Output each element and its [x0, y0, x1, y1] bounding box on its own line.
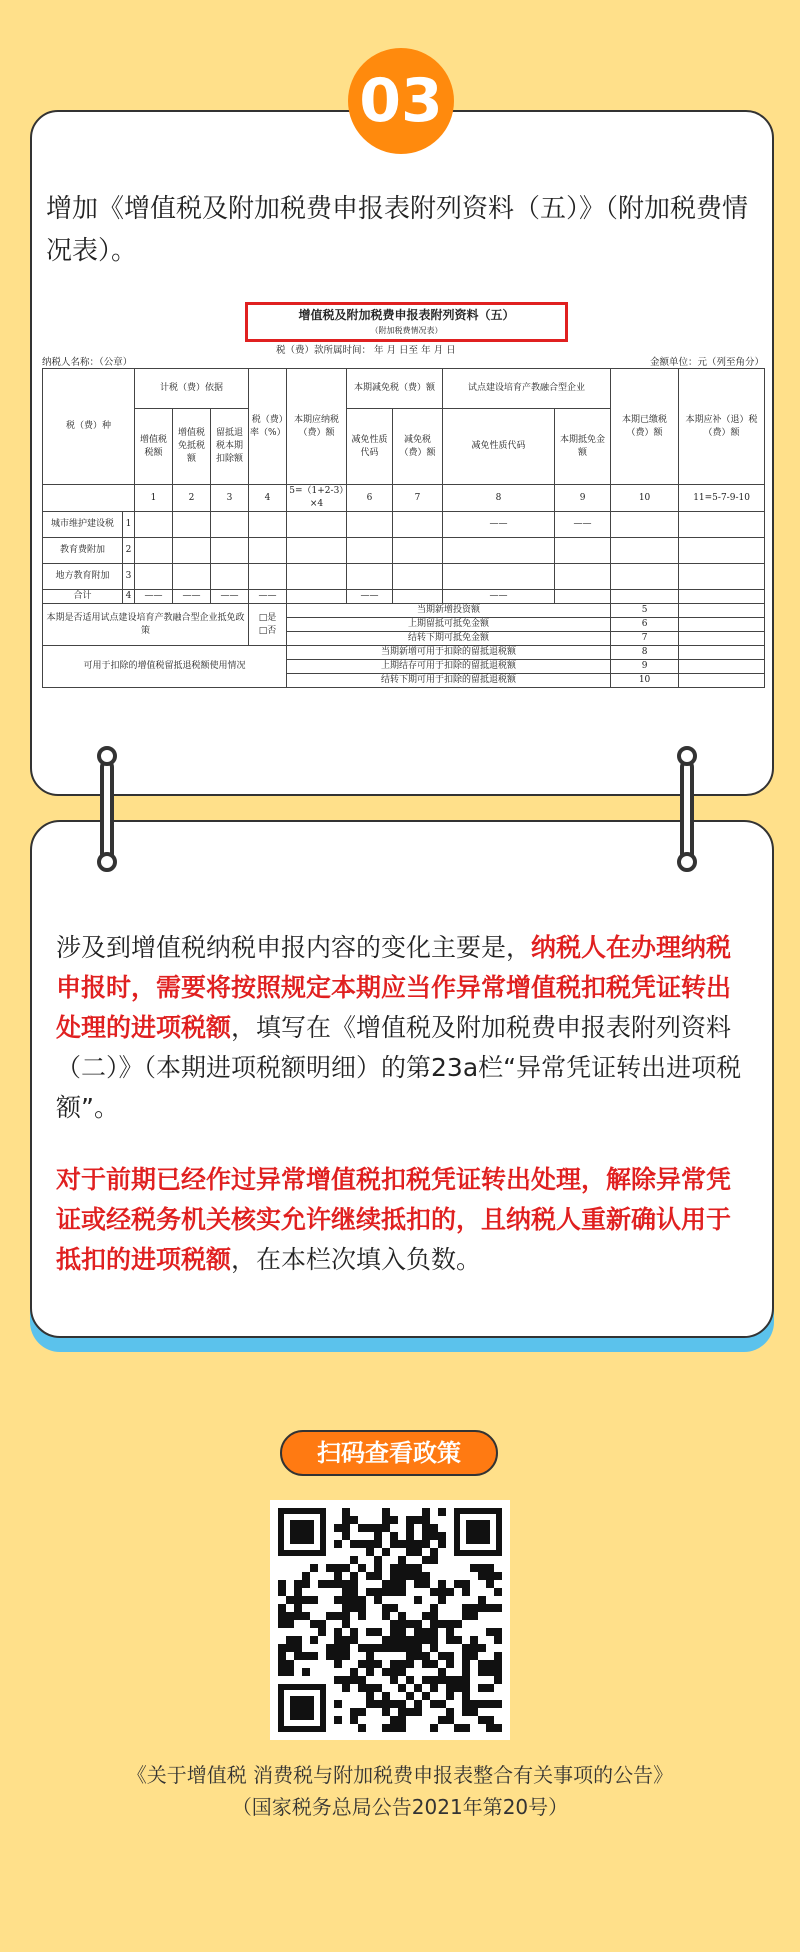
row-label: 城市维护建设税 — [43, 512, 123, 538]
ring-cap-right-bottom — [677, 852, 697, 872]
col-number: 6 — [347, 485, 393, 512]
pilot-item-number: 5 — [611, 604, 679, 618]
qr-code-graphic — [270, 1500, 510, 1740]
col-number: 4 — [249, 485, 287, 512]
intro-text: 增加《增值税及附加税费申报表附列资料（五）》（附加税费情况表）。 — [46, 194, 749, 266]
refund-item-label: 当期新增可用于扣除的留抵退税额 — [287, 646, 611, 660]
pilot-item-label: 当期新增投资额 — [287, 604, 611, 618]
hdr-paid: 本期已缴税（费）额 — [611, 369, 679, 485]
yes-checkbox: □是 — [258, 612, 277, 623]
scan-policy-label: 扫码查看政策 — [280, 1430, 498, 1476]
dash-cell: —— — [443, 590, 555, 604]
dash-cell: —— — [135, 590, 173, 604]
highlight-text: 对于前期已经作过异常增值税扣税凭证转出处理，解除异常凭证或经税务机关核实允许继续抵扣的，且纳税人重新确认用于抵扣的进项税额 — [56, 1165, 732, 1274]
hdr-tax-type: 税（费）种 — [43, 369, 135, 485]
form-subtitle: （附加税费情况表） — [370, 326, 443, 335]
hdr-pilot-amount: 本期抵免金额 — [555, 409, 611, 485]
col-number: 8 — [443, 485, 555, 512]
refund-usage-label: 可用于扣除的增值税留抵退税额使用情况 — [43, 646, 287, 688]
row-label: 地方教育附加 — [43, 564, 123, 590]
dash-cell: —— — [443, 512, 555, 538]
refund-item-number: 10 — [611, 674, 679, 688]
refund-item-number: 9 — [611, 660, 679, 674]
tax-table — [42, 368, 765, 688]
pilot-question: 本期是否适用试点建设培育产教融合型企业抵免政策 — [43, 604, 249, 646]
hdr-vat-exempt: 增值税免抵税额 — [173, 409, 211, 485]
no-checkbox: □否 — [258, 625, 277, 636]
tax-form-image — [42, 298, 764, 706]
dash-cell: —— — [249, 590, 287, 604]
dash-cell: —— — [347, 590, 393, 604]
hdr-relief-group: 本期减免税（费）额 — [347, 369, 443, 409]
form-taxpayer: 纳税人名称：（公章） — [42, 357, 133, 368]
col-number: 5=（1+2-3）×4 — [287, 485, 347, 512]
col-number: 11=5-7-9-10 — [679, 485, 765, 512]
col-number: 2 — [173, 485, 211, 512]
yes-no-options — [249, 604, 287, 646]
row-number: 3 — [123, 564, 135, 590]
dash-cell: —— — [211, 590, 249, 604]
hdr-relief-amount: 减免税（费）额 — [393, 409, 443, 485]
hdr-relief-code: 减免性质代码 — [347, 409, 393, 485]
col-number: 9 — [555, 485, 611, 512]
row-number: 2 — [123, 538, 135, 564]
highlight-text: 纳税人在办理纳税申报时，需要将按照规定本期应当作异常增值税扣税凭证转出处理的进项税额 — [56, 933, 732, 1042]
hdr-vat-amount: 增值税税额 — [135, 409, 173, 485]
form-period: 税（费）款所属时间： 年 月 日至 年 月 日 — [276, 345, 456, 356]
dash-cell: —— — [555, 512, 611, 538]
form-title-highlight — [245, 302, 568, 342]
footer-announcement-number: （国家税务总局公告2021年第20号） — [231, 1795, 569, 1819]
footer-announcement-title: 《关于增值税 消费税与附加税费申报表整合有关事项的公告》 — [126, 1763, 674, 1787]
hdr-payable: 本期应纳税（费）额 — [287, 369, 347, 485]
row-label: 合计 — [43, 590, 123, 604]
ring-cap-left-top — [97, 746, 117, 766]
explanation-paragraph-1: 涉及到增值税纳税申报内容的变化主要是，纳税人在办理纳税申报时，需要将按照规定本期应当作异常增值税扣税凭证转出处理的进项税额，填写在《增值税及附加税费申报表附列资料（二）》（本期进项税额明细）的第23a栏“异常凭证转出进项税额”。 — [56, 933, 742, 1122]
form-unit: 金额单位：元（列至角分） — [649, 357, 764, 368]
pilot-item-number: 7 — [611, 632, 679, 646]
pilot-item-label: 结转下期可抵免金额 — [287, 632, 611, 646]
hdr-pilot-code: 减免性质代码 — [443, 409, 555, 485]
hdr-refund-deduct: 留抵退税本期扣除额 — [211, 409, 249, 485]
dash-cell: —— — [173, 590, 211, 604]
hdr-pilot-group: 试点建设培育产教融合型企业 — [443, 369, 611, 409]
col-number: 3 — [211, 485, 249, 512]
hdr-basis-group: 计税（费）依据 — [135, 369, 249, 409]
section-number-badge: 03 — [348, 48, 454, 154]
row-number: 4 — [123, 590, 135, 604]
row-number: 1 — [123, 512, 135, 538]
refund-item-number: 8 — [611, 646, 679, 660]
col-number: 1 — [135, 485, 173, 512]
ring-cap-left-bottom — [97, 852, 117, 872]
col-number: 10 — [611, 485, 679, 512]
refund-item-label: 上期结存可用于扣除的留抵退税额 — [287, 660, 611, 674]
row-label: 教育费附加 — [43, 538, 123, 564]
ring-cap-right-top — [677, 746, 697, 766]
explanation-paragraph-2: 对于前期已经作过异常增值税扣税凭证转出处理，解除异常凭证或经税务机关核实允许继续抵扣的，且纳税人重新确认用于抵扣的进项税额，在本栏次填入负数。 — [56, 1165, 732, 1274]
refund-item-label: 结转下期可用于扣除的留抵退税额 — [287, 674, 611, 688]
pilot-item-label: 上期留抵可抵免金额 — [287, 618, 611, 632]
form-title: 增值税及附加税费申报表附列资料（五） — [298, 308, 515, 322]
pilot-item-number: 6 — [611, 618, 679, 632]
col-number: 7 — [393, 485, 443, 512]
hdr-due: 本期应补（退）税（费）额 — [679, 369, 765, 485]
qr-code[interactable] — [270, 1500, 510, 1740]
hdr-rate: 税（费）率（%） — [249, 369, 287, 485]
